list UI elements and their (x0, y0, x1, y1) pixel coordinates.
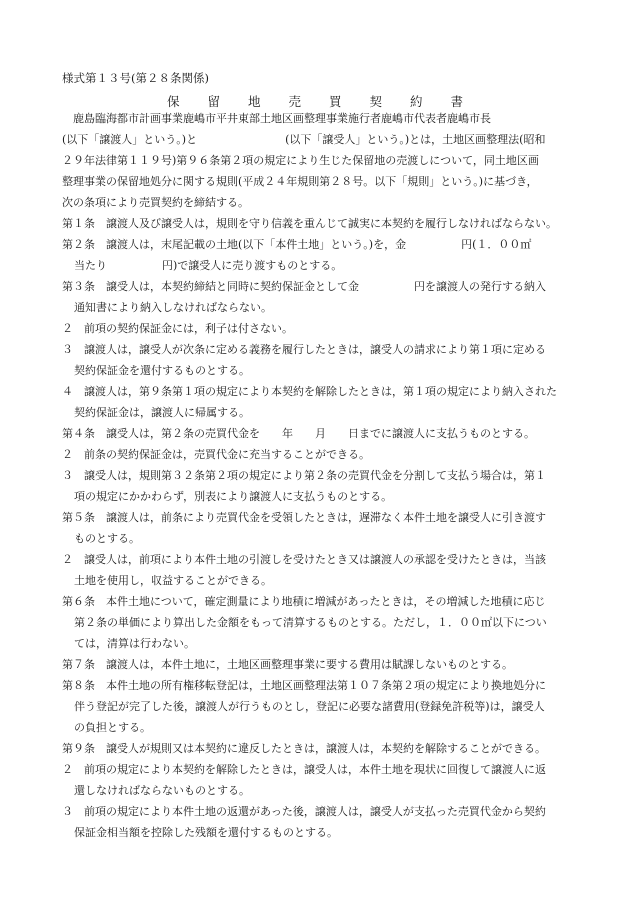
article-line: 第１条 譲渡人及び譲受人は，規則を守り信義を重んじて誠実に本契約を履行しなければならない。 (62, 217, 557, 230)
article-line: 土地を使用し，収益することができる。 (74, 574, 272, 587)
article-9-para-2 (62, 759, 622, 801)
article-line: 第５条 譲渡人は，前条により売買代金を受領したときは，遅滞なく本件土地を譲受人に引き渡す (62, 511, 546, 524)
article-line: ２ 前項の規定により本契約を解除したときは，譲受人は，本件土地を現状に回復して譲渡人に返 (62, 763, 546, 776)
article-line: 還しなければならないものとする。 (74, 784, 250, 797)
article-5 (62, 507, 622, 549)
article-2 (62, 234, 622, 276)
intro-line: 整理事業の保留地処分に関する規則(平成２４年規則第２８号。以下「規則」という。)に基づき， (62, 175, 538, 188)
article-line: 契約保証金を還付するものとする。 (74, 364, 250, 377)
article-3-para-4 (62, 381, 622, 423)
article-line: 当たり 円)で譲受人に売り渡すものとする。 (74, 259, 343, 272)
article-line: ３ 前項の規定により本件土地の返還があった後，譲渡人は，譲受人が支払った売買代金から契約 (62, 805, 546, 818)
article-line: 項の規定にかかわらず，別表により譲渡人に支払うものとする。 (74, 490, 393, 503)
article-line: ４ 譲渡人は，第９条第１項の規定により本契約を解除したときは，第１項の規定により納入された (62, 385, 557, 398)
article-line: ３ 譲受人は，規則第３２条第２項の規定により第２条の売買代金を分割して支払う場合は，第１ (62, 469, 546, 482)
intro-paragraph (62, 108, 622, 213)
article-line: 保証金相当額を控除した残額を還付するものとする。 (74, 826, 338, 839)
form-number: 様式第１３号(第２８条関係) (62, 71, 209, 85)
article-9-para-3 (62, 801, 622, 843)
article-line: 第２条 譲渡人は，末尾記載の土地(以下「本件土地」という。)を，金 円(１．００㎡ (62, 238, 532, 251)
article-9 (62, 738, 622, 759)
article-line: ては，清算は行わない。 (74, 637, 195, 650)
article-line: ２ 前条の契約保証金は，売買代金に充当することができる。 (62, 448, 370, 461)
intro-line: (以下「譲渡人」という。)と (以下「譲受人」という。)とは，土地区画整理法(昭和 (62, 133, 546, 146)
article-line: 第３条 譲受人は，本契約締結と同時に契約保証金として金 円を譲渡人の発行する納入 (62, 280, 546, 293)
intro-line: 鹿島臨海都市計画事業鹿嶋市平井東部土地区画整理事業施行者鹿嶋市代表者鹿嶋市長 (62, 112, 491, 125)
document-title: 保 留 地 売 買 契 約 書 (166, 94, 471, 109)
intro-line: ２９年法律第１１９号)第９６条第２項の規定により生じた保留地の売渡しについて，同土地区画 (62, 154, 539, 167)
article-3 (62, 276, 622, 318)
article-line: の負担とする。 (74, 721, 151, 734)
article-line: 第２条の単価により算出した金額をもって清算するものとする。ただし，１．００㎡以下につい (74, 616, 547, 629)
article-line: ３ 譲渡人は，譲受人が次条に定める義務を履行したときは，譲受人の請求により第１項に定める (62, 343, 546, 356)
article-line: 通知書により納入しなければならない。 (74, 301, 272, 314)
articles-body (62, 213, 622, 843)
article-5-para-2 (62, 549, 622, 591)
article-line: ２ 前項の契約保証金には，利子は付さない。 (62, 322, 293, 335)
article-line: 第８条 本件土地の所有権移転登記は，土地区画整理法第１０７条第２項の規定により換地処分に (62, 679, 546, 692)
article-line: 第７条 譲渡人は，本件土地に，土地区画整理事業に要する費用は賦課しないものとする。 (62, 658, 513, 671)
article-4-para-2 (62, 444, 622, 465)
article-4 (62, 423, 622, 444)
article-6 (62, 591, 622, 654)
article-line: 契約保証金は，譲渡人に帰属する。 (74, 406, 250, 419)
article-4-para-3 (62, 465, 622, 507)
article-line: 第９条 譲受人が規則又は本契約に違反したときは，譲渡人は，本契約を解除することができる。 (62, 742, 546, 755)
article-3-para-2 (62, 318, 622, 339)
article-line: ものとする。 (74, 532, 140, 545)
intro-line: 次の条項により売買契約を締結する。 (62, 196, 249, 209)
article-3-para-3 (62, 339, 622, 381)
article-line: ２ 譲受人は，前項により本件土地の引渡しを受けたとき又は譲渡人の承認を受けたときは，当該 (62, 553, 546, 566)
article-8 (62, 675, 622, 738)
article-7 (62, 654, 622, 675)
article-line: 第６条 本件土地について，確定測量により地積に増減があったときは，その増減した地積に応じ (62, 595, 546, 608)
article-1 (62, 213, 622, 234)
article-line: 伴う登記が完了した後，譲渡人が行うものとし，登記に必要な諸費用(登録免許税等)は，譲受人 (74, 700, 545, 713)
article-line: 第４条 譲受人は，第２条の売買代金を 年 月 日までに譲渡人に支払うものとする。 (62, 427, 535, 440)
